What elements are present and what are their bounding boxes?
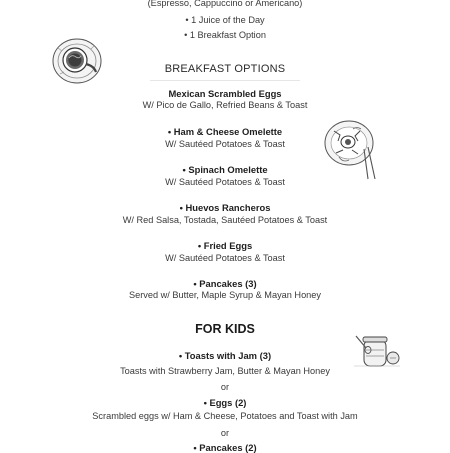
menu-item-desc: Served w/ Butter, Maple Syrup & Mayan Honey <box>128 290 321 300</box>
kids-heading: FOR KIDS <box>195 322 255 336</box>
breakfast-option-line: • 1 Breakfast Option <box>184 30 266 40</box>
honey-jar-icon <box>352 330 402 370</box>
breakfast-plate-icon <box>322 117 380 183</box>
juice-line: • 1 Juice of the Day <box>185 15 265 25</box>
menu-item-desc: W/ Red Salsa, Tostada, Sautéed Potatoes & Toast <box>122 215 328 225</box>
menu-item-name: • Pancakes (3) <box>193 278 257 289</box>
coffee-cup-icon <box>50 34 106 86</box>
heading-divider <box>150 80 300 81</box>
menu-item-name: • Pancakes (2) <box>193 442 257 453</box>
menu-item-desc: Scrambled eggs w/ Ham & Cheese, Potatoes and Toast with Jam <box>92 411 358 421</box>
breakfast-heading: BREAKFAST OPTIONS <box>164 63 286 75</box>
menu-item-desc: Toasts with Strawberry Jam, Butter & Mayan Honey <box>120 366 330 376</box>
menu-item-desc: W/ Sautéed Potatoes & Toast <box>165 139 285 149</box>
menu-item-name: • Toasts with Jam (3) <box>178 350 272 361</box>
coffee-choices: (Espresso, Cappuccino or Americano) <box>147 0 303 8</box>
or-separator: or <box>220 428 230 438</box>
menu-item-name: • Eggs (2) <box>203 397 247 408</box>
menu-item-desc: W/ Sautéed Potatoes & Toast <box>165 253 285 263</box>
menu-item-desc: W/ Pico de Gallo, Refried Beans & Toast <box>142 100 308 110</box>
menu-item-name: • Ham & Cheese Omelette <box>167 126 283 137</box>
menu-item-desc: W/ Sautéed Potatoes & Toast <box>165 177 285 187</box>
menu-item-name: • Fried Eggs <box>197 240 253 251</box>
menu-item-name: • Huevos Rancheros <box>179 202 271 213</box>
menu-item-name: • Spinach Omelette <box>182 164 268 175</box>
menu-item-name: Mexican Scrambled Eggs <box>168 88 282 99</box>
or-separator: or <box>220 382 230 392</box>
